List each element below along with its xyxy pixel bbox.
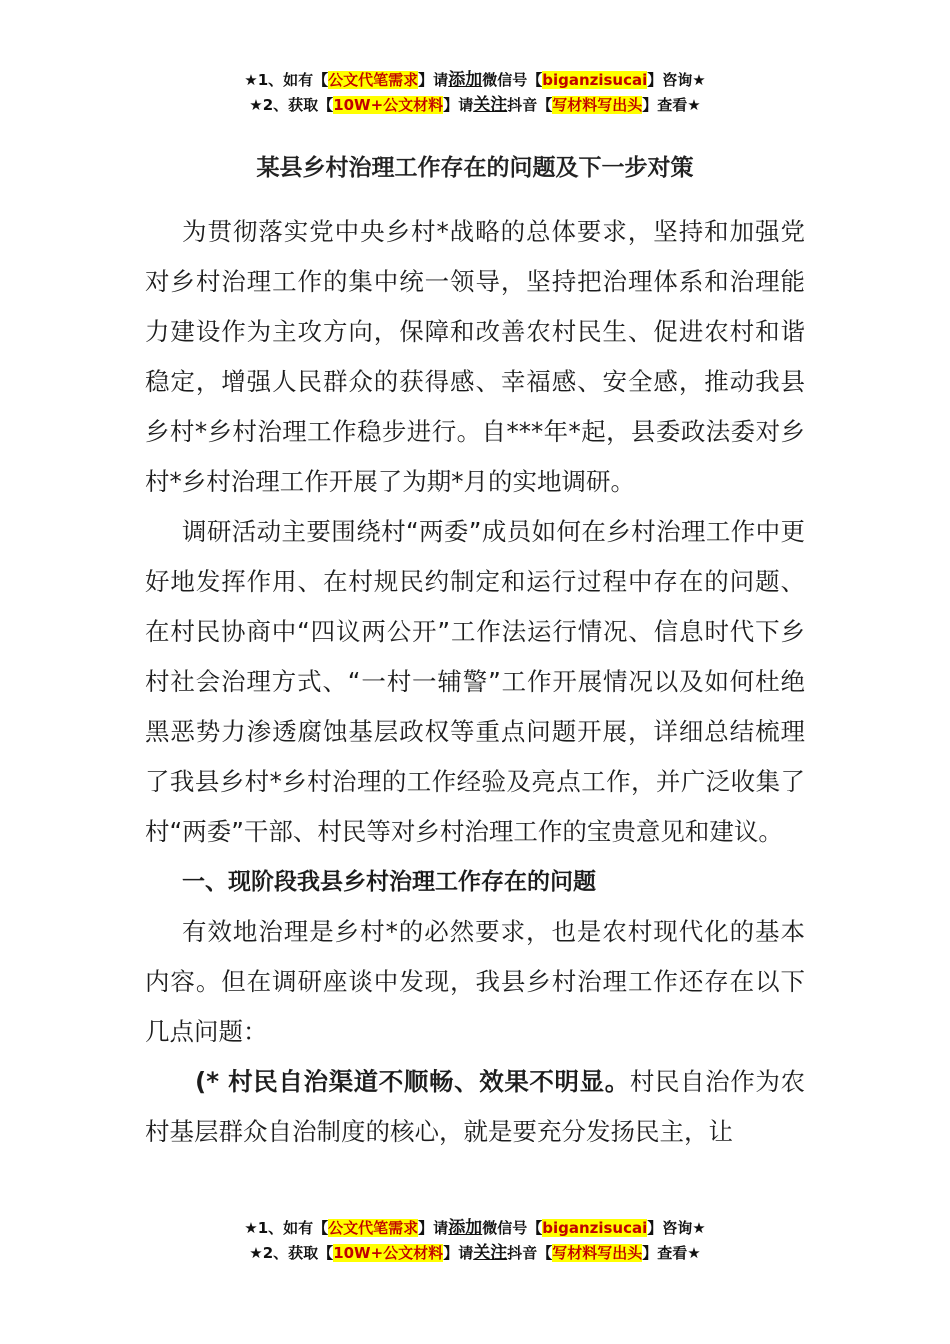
promo-banner-bottom	[0, 1216, 950, 1266]
promo-text: 】咨询★	[647, 1219, 706, 1237]
promo-line-2	[0, 93, 950, 118]
document-title: 某县乡村治理工作存在的问题及下一步对策	[256, 155, 694, 181]
promo-douyin-id: 写材料写出头	[552, 1244, 643, 1262]
promo-text: ★2、获取【	[249, 96, 334, 114]
promo-wechat-id: biganzisucai	[542, 71, 648, 89]
promo-highlight: 公文代笔需求	[328, 71, 419, 89]
document-body	[145, 207, 805, 1157]
promo-line-1	[0, 68, 950, 93]
promo-text: ★2、获取【	[249, 1244, 334, 1262]
body-paragraph: 为贯彻落实党中央乡村*战略的总体要求，坚持和加强党对乡村治理工作的集中统一领导，坚持把治理体系和治理能力建设作为主攻方向，保障和改善农村民生、促进农村和谐稳定，增强人民群众的获得感、幸福感、安全感，推动我县乡村*乡村治理工作稳步进行。自***年*起，县委政法委对乡村*乡村治理工作开展了为期*月的实地调研。	[145, 217, 805, 496]
promo-line-2	[0, 1241, 950, 1266]
promo-banner-top	[0, 68, 950, 118]
promo-text: ★1、如有【	[244, 1219, 329, 1237]
point-paragraph	[145, 1057, 805, 1157]
promo-underlined: 关注	[473, 95, 508, 115]
promo-text: 】查看★	[642, 1244, 701, 1262]
promo-douyin-id: 写材料写出头	[552, 96, 643, 114]
promo-text: 】咨询★	[647, 71, 706, 89]
body-paragraph: 调研活动主要围绕村“两委”成员如何在乡村治理工作中更好地发挥作用、在村规民约制定和运行过程中存在的问题、在村民协商中“四议两公开”工作法运行情况、信息时代下乡村社会治理方式、“一村一辅警”工作开展情况以及如何杜绝黑恶势力渗透腐蚀基层政权等重点问题开展，详细总结梳理了我县乡村*乡村治理的工作经验及亮点工作，并广泛收集了村“两委”干部、村民等对乡村治理工作的宝贵意见和建议。	[145, 517, 805, 846]
promo-underlined: 关注	[473, 1243, 508, 1263]
point-text: 村民自治作为农村基层群众自治制度的核心，就是要充分发扬民主，让	[145, 1067, 805, 1146]
promo-highlight: 10W+公文材料	[333, 1244, 444, 1262]
promo-text: 】查看★	[642, 96, 701, 114]
body-paragraph: 有效地治理是乡村*的必然要求，也是农村现代化的基本内容。但在调研座谈中发现，我县乡村治理工作还存在以下几点问题：	[145, 917, 805, 1046]
point-title: (* 村民自治渠道不顺畅、效果不明显。	[195, 1067, 630, 1096]
promo-text: ★1、如有【	[244, 71, 329, 89]
promo-text: 微信号【	[482, 71, 543, 89]
promo-text: 抖音【	[507, 1244, 553, 1262]
promo-highlight: 公文代笔需求	[328, 1219, 419, 1237]
promo-highlight: 10W+公文材料	[333, 96, 444, 114]
promo-text: 】请	[418, 1219, 449, 1237]
promo-text: 微信号【	[482, 1219, 543, 1237]
promo-text: 】请	[443, 1244, 474, 1262]
promo-text: 】请	[418, 71, 449, 89]
promo-wechat-id: biganzisucai	[542, 1219, 648, 1237]
promo-line-1	[0, 1216, 950, 1241]
promo-text: 】请	[443, 96, 474, 114]
promo-text: 抖音【	[507, 96, 553, 114]
promo-underlined: 添加	[448, 70, 483, 90]
section-heading: 一、现阶段我县乡村治理工作存在的问题	[182, 869, 596, 895]
promo-underlined: 添加	[448, 1218, 483, 1238]
